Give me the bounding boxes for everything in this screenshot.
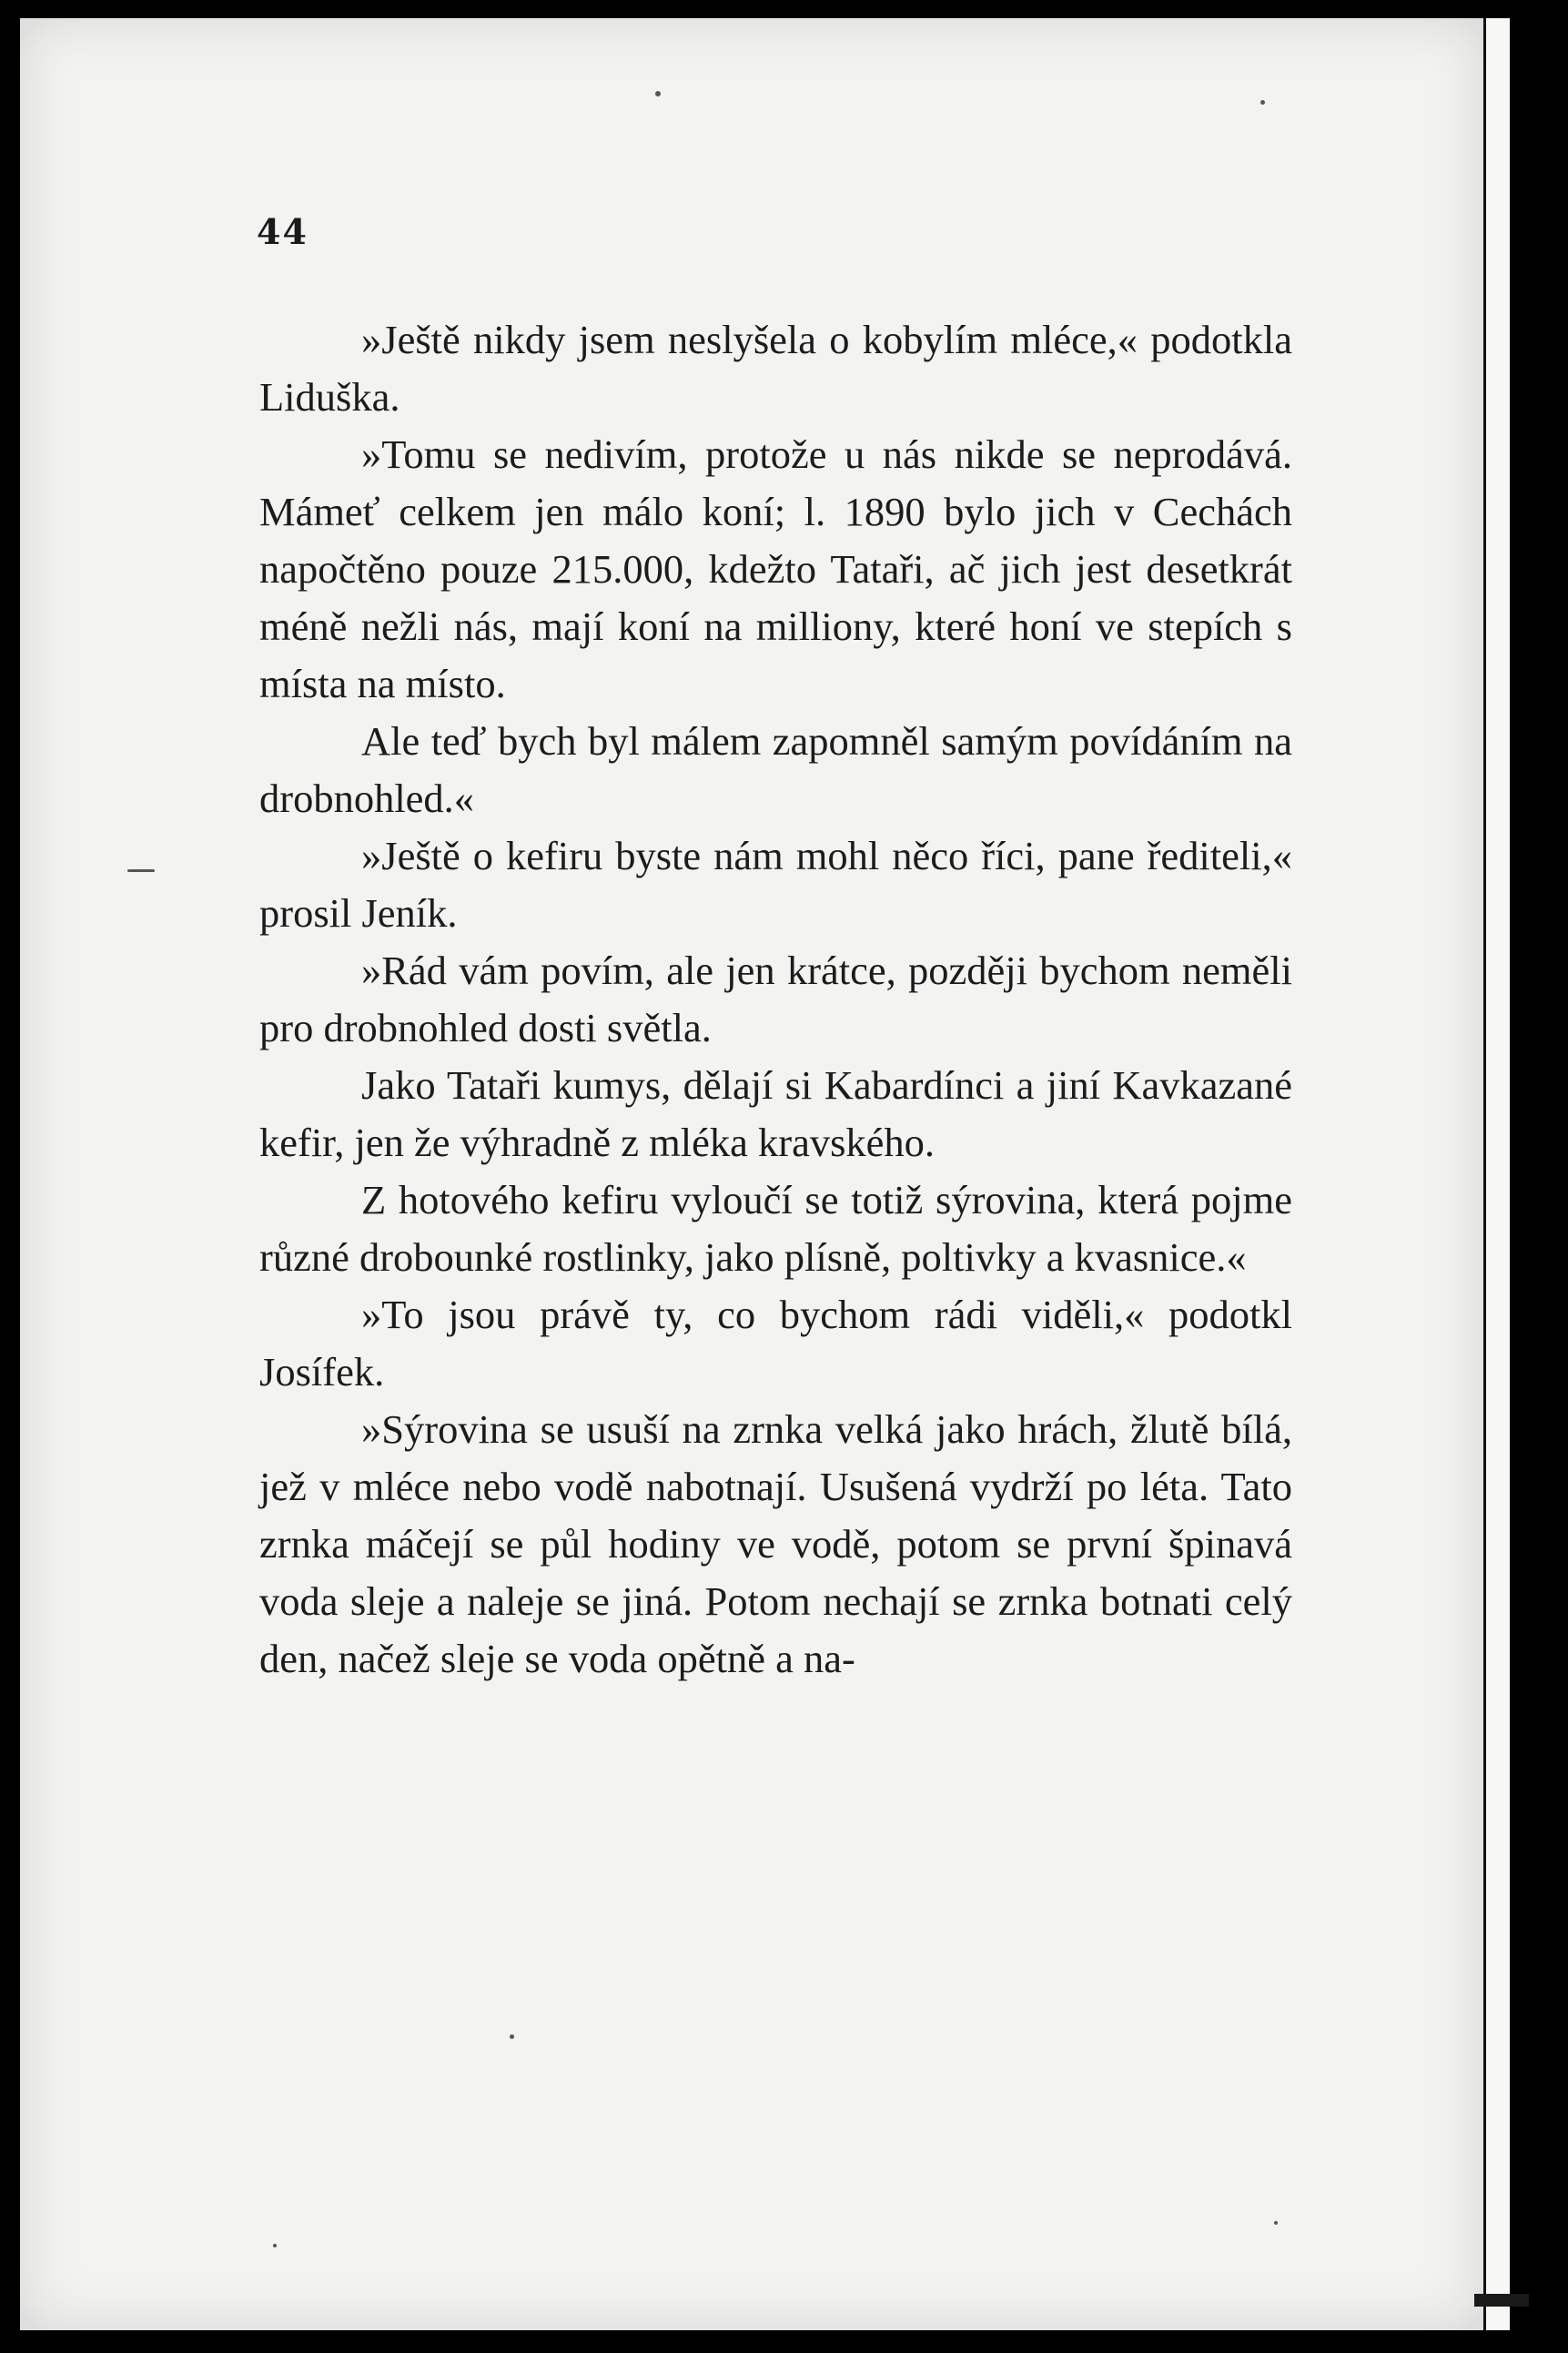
paragraph-7: Z hotového kefiru vyloučí se totiž sýrovina, která pojme různé drobounké rostlinky, jako plísně, poltivky a kvasnice.« (259, 1177, 1292, 1280)
scan-speck (1274, 2221, 1278, 2225)
scan-speck (127, 869, 155, 872)
page-number: 44 (257, 211, 309, 252)
scan-speck (273, 2244, 277, 2247)
paragraph-4: »Ještě o kefiru byste nám mohl něco říci, pane řediteli,« prosil Jeník. (259, 833, 1292, 936)
page-corner-mark (1474, 2294, 1529, 2307)
paragraph-8: »To jsou právě ty, co bychom rádi viděli,« podotkl Josífek. (259, 1292, 1292, 1395)
paragraph-9: »Sýrovina se usuší na zrnka velká jako hrách, žlutě bílá, jež v mléce nebo vodě nabotnají. Usušená vydrží po léta. Tato zrnka máčejí se půl hodiny ve vodě, potom se první špinavá voda sleje a naleje se jiná. Potom nechají se zrnka botnati celý den, načež sleje se voda opětně a na- (259, 1406, 1292, 1681)
scan-speck (655, 91, 661, 96)
paragraph-5: »Rád vám povím, ale jen krátce, později bychom neměli pro drobnohled dosti světla. (259, 948, 1292, 1050)
page-edge (1483, 18, 1510, 2330)
paragraph-3: Ale teď bych byl málem zapomněl samým povídáním na drobnohled.« (259, 718, 1292, 821)
scan-speck (1260, 100, 1265, 105)
paragraph-2: »Tomu se nedivím, protože u nás nikde se neprodává. Mámeť celkem jen málo koní; l. 1890 bylo jich v Cechách napočtěno pouze 215.000, kdežto Tataři, ač jich jest desetkrát méně nežli nás, mají koní na milliony, které honí ve stepích s místa na místo. (259, 431, 1292, 706)
paragraph-1: »Ještě nikdy jsem neslyšela o kobylím mléce,« podotkla Liduška. (259, 317, 1292, 420)
scan-speck (510, 2034, 514, 2039)
paragraph-6: Jako Tataři kumys, dělají si Kabardínci a jiní Kavkazané kefir, jen že výhradně z mléka kravského. (259, 1062, 1292, 1165)
body-text (259, 311, 1292, 1688)
